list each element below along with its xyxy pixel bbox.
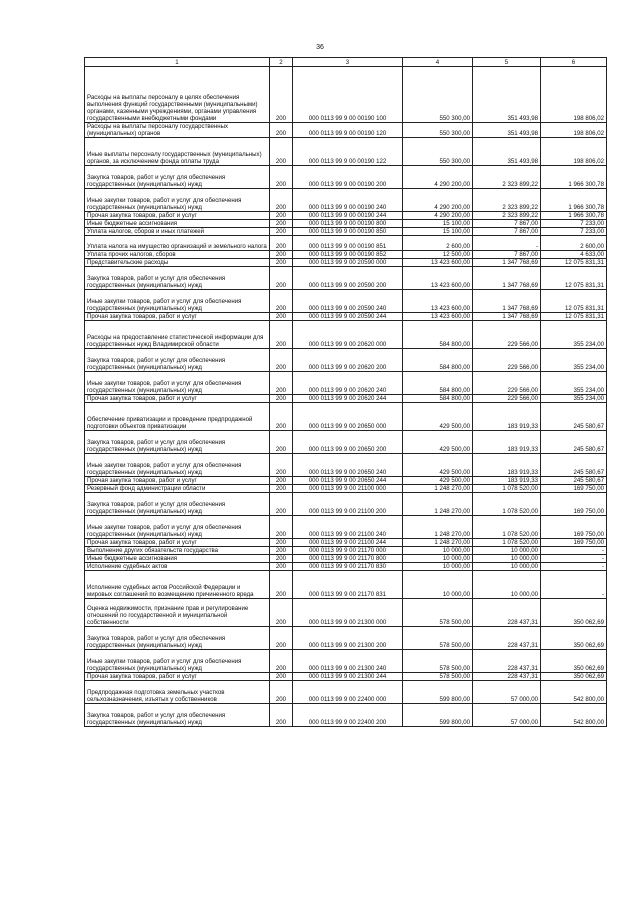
executed-amount-cell: 1 347 768,69 <box>473 313 541 321</box>
row-code-cell: 200 <box>270 681 293 704</box>
executed-amount-cell: 183 919,33 <box>473 431 541 454</box>
executed-amount-cell: 2 323 899,22 <box>473 212 541 220</box>
remaining-amount-cell: 169 750,00 <box>541 493 607 516</box>
approved-amount-cell: 429 500,00 <box>403 431 473 454</box>
column-header: 4 <box>403 58 473 67</box>
table-row <box>85 236 607 251</box>
remaining-amount-cell: 245 580,67 <box>541 477 607 485</box>
approved-amount-cell: 599 800,00 <box>403 704 473 727</box>
remaining-amount-cell: 1 966 300,78 <box>541 166 607 189</box>
approved-amount-cell: 584 800,00 <box>403 321 473 349</box>
remaining-amount-cell: 12 075 831,31 <box>541 267 607 290</box>
budget-code-cell: 000 0113 99 9 00 22400 200 <box>293 704 403 727</box>
row-code-cell: 200 <box>270 547 293 555</box>
approved-amount-cell: 1 248 270,00 <box>403 539 473 547</box>
remaining-amount-cell: - <box>541 563 607 571</box>
budget-code-cell: 000 0113 99 9 00 20620 240 <box>293 372 403 395</box>
executed-amount-cell: 351 493,98 <box>473 67 541 123</box>
row-code-cell: 200 <box>270 166 293 189</box>
row-code-cell: 200 <box>270 704 293 727</box>
budget-code-cell: 000 0113 99 9 00 21100 244 <box>293 539 403 547</box>
budget-code-cell: 000 0113 99 9 00 20590 000 <box>293 259 403 267</box>
row-code-cell: 200 <box>270 138 293 166</box>
table-row <box>85 539 607 547</box>
remaining-amount-cell: - <box>541 547 607 555</box>
executed-amount-cell: 1 347 768,69 <box>473 267 541 290</box>
expense-name-cell: Представительские расходы <box>85 259 270 267</box>
expense-name-cell: Прочая закупка товаров, работ и услуг <box>85 477 270 485</box>
table-row <box>85 403 607 431</box>
row-code-cell: 200 <box>270 493 293 516</box>
row-code-cell: 200 <box>270 67 293 123</box>
remaining-amount-cell: 169 750,00 <box>541 516 607 539</box>
row-code-cell: 200 <box>270 251 293 259</box>
expense-name-cell: Уплата налогов, сборов и иных платежей <box>85 228 270 236</box>
table-row <box>85 123 607 138</box>
row-code-cell: 200 <box>270 539 293 547</box>
budget-code-cell: 000 0113 99 9 00 21300 240 <box>293 650 403 673</box>
row-code-cell: 200 <box>270 395 293 403</box>
approved-amount-cell: 4 290 200,00 <box>403 189 473 212</box>
executed-amount-cell: 1 347 768,69 <box>473 259 541 267</box>
row-code-cell: 200 <box>270 259 293 267</box>
approved-amount-cell: 10 000,00 <box>403 571 473 599</box>
table-row <box>85 485 607 493</box>
executed-amount-cell: - <box>473 236 541 251</box>
executed-amount-cell: 183 919,33 <box>473 454 541 477</box>
expense-name-cell: Резервный фонд администрации области <box>85 485 270 493</box>
table-row <box>85 673 607 681</box>
expense-name-cell: Иные закупки товаров, работ и услуг для обеспечения государственных (муниципальных) нужд <box>85 290 270 313</box>
row-code-cell: 200 <box>270 267 293 290</box>
table-row <box>85 166 607 189</box>
expense-name-cell: Закупка товаров, работ и услуг для обеспечения государственных (муниципальных) нужд <box>85 431 270 454</box>
remaining-amount-cell: 350 062,69 <box>541 673 607 681</box>
expense-name-cell: Закупка товаров, работ и услуг для обеспечения государственных (муниципальных) нужд <box>85 267 270 290</box>
expense-name-cell: Исполнение судебных актов Российской Федерации и мировых соглашений по возмещению причиненного вреда <box>85 571 270 599</box>
table-row <box>85 563 607 571</box>
executed-amount-cell: 229 566,00 <box>473 321 541 349</box>
row-code-cell: 200 <box>270 349 293 372</box>
budget-code-cell: 000 0113 99 9 00 20590 244 <box>293 313 403 321</box>
executed-amount-cell: 57 000,00 <box>473 704 541 727</box>
expense-name-cell: Иные закупки товаров, работ и услуг для обеспечения государственных (муниципальных) нужд <box>85 372 270 395</box>
approved-amount-cell: 1 248 270,00 <box>403 516 473 539</box>
expense-name-cell: Закупка товаров, работ и услуг для обеспечения государственных (муниципальных) нужд <box>85 349 270 372</box>
table-row <box>85 267 607 290</box>
executed-amount-cell: 351 493,98 <box>473 123 541 138</box>
expense-name-cell: Прочая закупка товаров, работ и услуг <box>85 395 270 403</box>
remaining-amount-cell: 1 966 300,78 <box>541 212 607 220</box>
approved-amount-cell: 13 423 600,00 <box>403 259 473 267</box>
budget-code-cell: 000 0113 99 9 00 00190 100 <box>293 67 403 123</box>
row-code-cell: 200 <box>270 555 293 563</box>
executed-amount-cell: 229 566,00 <box>473 372 541 395</box>
approved-amount-cell: 13 423 600,00 <box>403 313 473 321</box>
expense-name-cell: Оценка недвижимости, признание прав и регулирование отношений по государственной и муниципальной собственности <box>85 599 270 627</box>
executed-amount-cell: 228 437,31 <box>473 627 541 650</box>
remaining-amount-cell: 355 234,00 <box>541 349 607 372</box>
executed-amount-cell: 1 078 520,00 <box>473 516 541 539</box>
executed-amount-cell: 10 000,00 <box>473 571 541 599</box>
remaining-amount-cell: 350 062,69 <box>541 599 607 627</box>
budget-code-cell: 000 0113 99 9 00 20620 000 <box>293 321 403 349</box>
expense-name-cell: Уплата прочих налогов, сборов <box>85 251 270 259</box>
remaining-amount-cell: 542 800,00 <box>541 681 607 704</box>
approved-amount-cell: 550 300,00 <box>403 138 473 166</box>
table-row <box>85 704 607 727</box>
budget-code-cell: 000 0113 99 9 00 21170 830 <box>293 563 403 571</box>
approved-amount-cell: 550 300,00 <box>403 67 473 123</box>
row-code-cell: 200 <box>270 313 293 321</box>
row-code-cell: 200 <box>270 454 293 477</box>
column-header: 5 <box>473 58 541 67</box>
executed-amount-cell: 7 867,00 <box>473 251 541 259</box>
column-header: 2 <box>270 58 293 67</box>
expense-name-cell: Иные закупки товаров, работ и услуг для обеспечения государственных (муниципальных) нужд <box>85 516 270 539</box>
budget-code-cell: 000 0113 99 9 00 00190 244 <box>293 212 403 220</box>
approved-amount-cell: 15 100,00 <box>403 220 473 228</box>
budget-code-cell: 000 0113 99 9 00 20590 240 <box>293 290 403 313</box>
row-code-cell: 200 <box>270 220 293 228</box>
expense-name-cell: Прочая закупка товаров, работ и услуг <box>85 212 270 220</box>
executed-amount-cell: 2 323 899,22 <box>473 166 541 189</box>
row-code-cell: 200 <box>270 228 293 236</box>
executed-amount-cell: 228 437,31 <box>473 650 541 673</box>
expense-name-cell: Иные бюджетные ассигнования <box>85 220 270 228</box>
executed-amount-cell: 7 867,00 <box>473 220 541 228</box>
table-header <box>85 58 607 67</box>
table-row <box>85 220 607 228</box>
approved-amount-cell: 599 800,00 <box>403 681 473 704</box>
row-code-cell: 200 <box>270 477 293 485</box>
executed-amount-cell: 1 078 520,00 <box>473 493 541 516</box>
executed-amount-cell: 183 919,33 <box>473 403 541 431</box>
table-row <box>85 627 607 650</box>
remaining-amount-cell: 350 062,69 <box>541 627 607 650</box>
budget-code-cell: 000 0113 99 9 00 21100 200 <box>293 493 403 516</box>
remaining-amount-cell: 245 580,67 <box>541 403 607 431</box>
budget-code-cell: 000 0113 99 9 00 20650 244 <box>293 477 403 485</box>
expense-name-cell: Закупка товаров, работ и услуг для обеспечения государственных (муниципальных) нужд <box>85 704 270 727</box>
executed-amount-cell: 57 000,00 <box>473 681 541 704</box>
remaining-amount-cell: 198 806,02 <box>541 138 607 166</box>
budget-code-cell: 000 0113 99 9 00 21170 000 <box>293 547 403 555</box>
table-row <box>85 313 607 321</box>
row-code-cell: 200 <box>270 123 293 138</box>
approved-amount-cell: 10 000,00 <box>403 547 473 555</box>
table-row <box>85 321 607 349</box>
executed-amount-cell: 7 867,00 <box>473 228 541 236</box>
budget-code-cell: 000 0113 99 9 00 00190 120 <box>293 123 403 138</box>
executed-amount-cell: 229 566,00 <box>473 349 541 372</box>
table-row <box>85 349 607 372</box>
table-row <box>85 650 607 673</box>
table-row <box>85 681 607 704</box>
row-code-cell: 200 <box>270 673 293 681</box>
expense-name-cell: Закупка товаров, работ и услуг для обеспечения государственных (муниципальных) нужд <box>85 166 270 189</box>
budget-code-cell: 000 0113 99 9 00 20620 244 <box>293 395 403 403</box>
expense-name-cell: Прочая закупка товаров, работ и услуг <box>85 313 270 321</box>
expense-name-cell: Выполнение других обязательств государства <box>85 547 270 555</box>
executed-amount-cell: 228 437,31 <box>473 599 541 627</box>
approved-amount-cell: 15 100,00 <box>403 228 473 236</box>
table-row <box>85 138 607 166</box>
header-row <box>85 58 607 67</box>
budget-code-cell: 000 0113 99 9 00 21100 000 <box>293 485 403 493</box>
column-header: 3 <box>293 58 403 67</box>
approved-amount-cell: 578 500,00 <box>403 627 473 650</box>
budget-code-cell: 000 0113 99 9 00 20650 240 <box>293 454 403 477</box>
approved-amount-cell: 584 800,00 <box>403 372 473 395</box>
table-row <box>85 493 607 516</box>
approved-amount-cell: 578 500,00 <box>403 673 473 681</box>
executed-amount-cell: 228 437,31 <box>473 673 541 681</box>
approved-amount-cell: 429 500,00 <box>403 454 473 477</box>
remaining-amount-cell: - <box>541 571 607 599</box>
approved-amount-cell: 429 500,00 <box>403 477 473 485</box>
expense-name-cell: Иные бюджетные ассигнования <box>85 555 270 563</box>
executed-amount-cell: 10 000,00 <box>473 563 541 571</box>
approved-amount-cell: 1 248 270,00 <box>403 485 473 493</box>
expense-name-cell: Исполнение судебных актов <box>85 563 270 571</box>
remaining-amount-cell: 12 075 831,31 <box>541 259 607 267</box>
executed-amount-cell: 1 347 768,69 <box>473 290 541 313</box>
budget-code-cell: 000 0113 99 9 00 21100 240 <box>293 516 403 539</box>
row-code-cell: 200 <box>270 627 293 650</box>
executed-amount-cell: 1 078 520,00 <box>473 485 541 493</box>
executed-amount-cell: 10 000,00 <box>473 547 541 555</box>
budget-code-cell: 000 0113 99 9 00 20650 000 <box>293 403 403 431</box>
expense-name-cell: Прочая закупка товаров, работ и услуг <box>85 673 270 681</box>
row-code-cell: 200 <box>270 372 293 395</box>
budget-table <box>84 57 607 727</box>
remaining-amount-cell: 245 580,67 <box>541 454 607 477</box>
budget-code-cell: 000 0113 99 9 00 00190 200 <box>293 166 403 189</box>
remaining-amount-cell: 4 633,00 <box>541 251 607 259</box>
row-code-cell: 200 <box>270 516 293 539</box>
expense-name-cell: Иные закупки товаров, работ и услуг для обеспечения государственных (муниципальных) нужд <box>85 454 270 477</box>
table-body <box>85 67 607 727</box>
expense-name-cell: Прочая закупка товаров, работ и услуг <box>85 539 270 547</box>
budget-code-cell: 000 0113 99 9 00 00190 240 <box>293 189 403 212</box>
remaining-amount-cell: 169 750,00 <box>541 539 607 547</box>
remaining-amount-cell: 355 234,00 <box>541 321 607 349</box>
executed-amount-cell: 229 566,00 <box>473 395 541 403</box>
remaining-amount-cell: 355 234,00 <box>541 372 607 395</box>
row-code-cell: 200 <box>270 431 293 454</box>
remaining-amount-cell: 245 580,67 <box>541 431 607 454</box>
approved-amount-cell: 584 800,00 <box>403 349 473 372</box>
table-row <box>85 477 607 485</box>
expense-name-cell: Иные закупки товаров, работ и услуг для обеспечения государственных (муниципальных) нужд <box>85 650 270 673</box>
column-header: 6 <box>541 58 607 67</box>
remaining-amount-cell: - <box>541 555 607 563</box>
table-row <box>85 547 607 555</box>
remaining-amount-cell: 169 750,00 <box>541 485 607 493</box>
row-code-cell: 200 <box>270 189 293 212</box>
remaining-amount-cell: 542 800,00 <box>541 704 607 727</box>
remaining-amount-cell: 2 600,00 <box>541 236 607 251</box>
approved-amount-cell: 10 000,00 <box>403 555 473 563</box>
table-row <box>85 599 607 627</box>
budget-code-cell: 000 0113 99 9 00 00190 800 <box>293 220 403 228</box>
budget-code-cell: 000 0113 99 9 00 00190 851 <box>293 236 403 251</box>
page-number: 36 <box>316 44 324 51</box>
approved-amount-cell: 578 500,00 <box>403 599 473 627</box>
table-row <box>85 290 607 313</box>
budget-code-cell: 000 0113 99 9 00 00190 122 <box>293 138 403 166</box>
executed-amount-cell: 183 919,33 <box>473 477 541 485</box>
budget-code-cell: 000 0113 99 9 00 22400 000 <box>293 681 403 704</box>
approved-amount-cell: 584 800,00 <box>403 395 473 403</box>
table-row <box>85 571 607 599</box>
remaining-amount-cell: 12 075 831,31 <box>541 313 607 321</box>
approved-amount-cell: 12 500,00 <box>403 251 473 259</box>
table-row <box>85 228 607 236</box>
table-row <box>85 431 607 454</box>
remaining-amount-cell: 7 233,00 <box>541 220 607 228</box>
table-row <box>85 516 607 539</box>
budget-code-cell: 000 0113 99 9 00 00190 850 <box>293 228 403 236</box>
approved-amount-cell: 4 290 200,00 <box>403 212 473 220</box>
remaining-amount-cell: 198 806,02 <box>541 123 607 138</box>
table-row <box>85 454 607 477</box>
budget-code-cell: 000 0113 99 9 00 21300 200 <box>293 627 403 650</box>
table-row <box>85 212 607 220</box>
row-code-cell: 200 <box>270 321 293 349</box>
budget-code-cell: 000 0113 99 9 00 20590 200 <box>293 267 403 290</box>
approved-amount-cell: 578 500,00 <box>403 650 473 673</box>
remaining-amount-cell: 12 075 831,31 <box>541 290 607 313</box>
row-code-cell: 200 <box>270 290 293 313</box>
budget-code-cell: 000 0113 99 9 00 21170 831 <box>293 571 403 599</box>
table-row <box>85 372 607 395</box>
approved-amount-cell: 4 290 200,00 <box>403 166 473 189</box>
budget-code-cell: 000 0113 99 9 00 21300 244 <box>293 673 403 681</box>
remaining-amount-cell: 198 806,02 <box>541 67 607 123</box>
remaining-amount-cell: 1 966 300,78 <box>541 189 607 212</box>
approved-amount-cell: 1 248 270,00 <box>403 493 473 516</box>
expense-name-cell: Уплата налога на имущество организаций и земельного налога <box>85 236 270 251</box>
executed-amount-cell: 2 323 899,22 <box>473 189 541 212</box>
expense-name-cell: Расходы на предоставление статистической информации для государственных нужд Владимирской области <box>85 321 270 349</box>
approved-amount-cell: 429 500,00 <box>403 403 473 431</box>
table-row <box>85 67 607 123</box>
table-row <box>85 555 607 563</box>
budget-code-cell: 000 0113 99 9 00 00190 852 <box>293 251 403 259</box>
row-code-cell: 200 <box>270 563 293 571</box>
row-code-cell: 200 <box>270 236 293 251</box>
row-code-cell: 200 <box>270 212 293 220</box>
remaining-amount-cell: 355 234,00 <box>541 395 607 403</box>
expense-name-cell: Предпродажная подготовка земельных участков сельхозназначения, изъятых у собственников <box>85 681 270 704</box>
approved-amount-cell: 13 423 600,00 <box>403 267 473 290</box>
expense-name-cell: Расходы на выплаты персоналу государственных (муниципальных) органов <box>85 123 270 138</box>
expense-name-cell: Иные закупки товаров, работ и услуг для обеспечения государственных (муниципальных) нужд <box>85 189 270 212</box>
expense-name-cell: Иные выплаты персоналу государственных (муниципальных) органов, за исключением фонда оплаты труда <box>85 138 270 166</box>
budget-code-cell: 000 0113 99 9 00 20650 200 <box>293 431 403 454</box>
budget-code-cell: 000 0113 99 9 00 21300 000 <box>293 599 403 627</box>
executed-amount-cell: 10 000,00 <box>473 555 541 563</box>
approved-amount-cell: 550 300,00 <box>403 123 473 138</box>
remaining-amount-cell: 350 062,69 <box>541 650 607 673</box>
row-code-cell: 200 <box>270 571 293 599</box>
budget-code-cell: 000 0113 99 9 00 20620 200 <box>293 349 403 372</box>
expense-name-cell: Закупка товаров, работ и услуг для обеспечения государственных (муниципальных) нужд <box>85 493 270 516</box>
approved-amount-cell: 10 000,00 <box>403 563 473 571</box>
table-row <box>85 189 607 212</box>
remaining-amount-cell: 7 233,00 <box>541 228 607 236</box>
budget-code-cell: 000 0113 99 9 00 21170 800 <box>293 555 403 563</box>
expense-name-cell: Закупка товаров, работ и услуг для обеспечения государственных (муниципальных) нужд <box>85 627 270 650</box>
expense-name-cell: Обеспечение приватизации и проведение предпродажной подготовки объектов приватизации <box>85 403 270 431</box>
row-code-cell: 200 <box>270 485 293 493</box>
approved-amount-cell: 13 423 600,00 <box>403 290 473 313</box>
table-row <box>85 251 607 259</box>
row-code-cell: 200 <box>270 599 293 627</box>
row-code-cell: 200 <box>270 403 293 431</box>
column-header: 1 <box>85 58 270 67</box>
row-code-cell: 200 <box>270 650 293 673</box>
expense-name-cell: Расходы на выплаты персоналу в целях обеспечения выполнения функций государственными (муниципальными) органами, казенными учреждениями, органами управления государственными внебюджетными фондами <box>85 67 270 123</box>
executed-amount-cell: 1 078 520,00 <box>473 539 541 547</box>
approved-amount-cell: 2 600,00 <box>403 236 473 251</box>
table-row <box>85 395 607 403</box>
table-row <box>85 259 607 267</box>
executed-amount-cell: 351 493,98 <box>473 138 541 166</box>
